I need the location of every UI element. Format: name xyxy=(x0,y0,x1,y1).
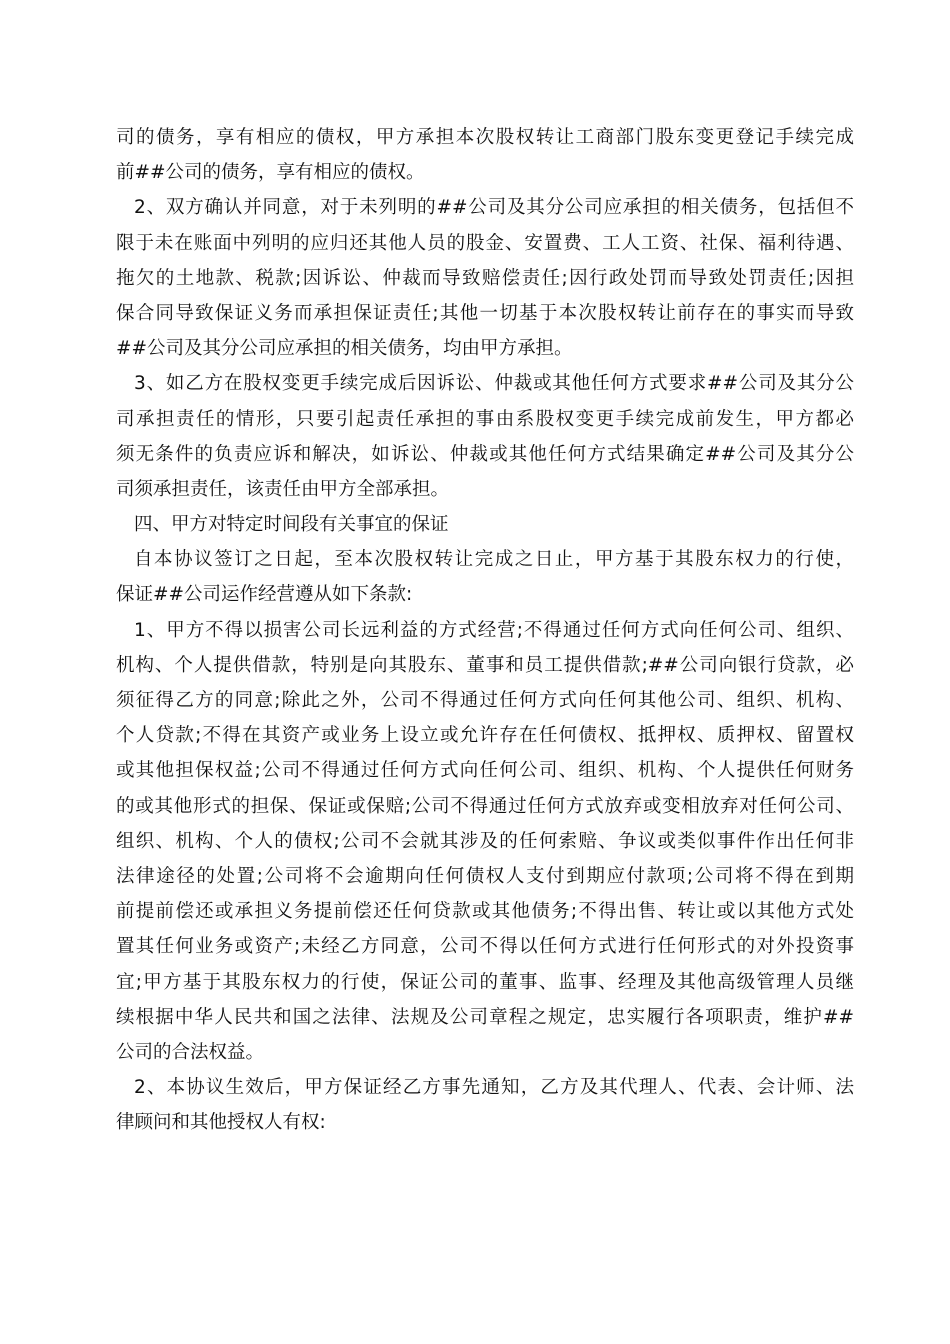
document-body xyxy=(116,120,854,1140)
text-line: 个人贷款;不得在其资产或业务上设立或允许存在任何债权、抵押权、质押权、留置权 xyxy=(116,725,854,747)
text-line: 法律途径的处置;公司将不会逾期向任何债权人支付到期应付款项;公司将不得在到期 xyxy=(116,865,854,887)
text-line: 的或其他形式的担保、保证或保赔;公司不得通过任何方式放弃或变相放弃对任何公司、 xyxy=(116,795,854,817)
text-line: 2、双方确认并同意，对于未列明的##公司及其分公司应承担的相关债务，包括但不 xyxy=(134,197,854,219)
text-line: 保证##公司运作经营遵从如下条款: xyxy=(116,584,413,606)
text-line: 律顾问和其他授权人有权: xyxy=(116,1112,326,1134)
text-line: 2、本协议生效后，甲方保证经乙方事先通知，乙方及其代理人、代表、会计师、法 xyxy=(134,1077,854,1099)
text-line: 保合同导致保证义务而承担保证责任;其他一切基于本次股权转让前存在的事实而导致 xyxy=(116,302,854,324)
text-line: 1、甲方不得以损害公司长远利益的方式经营;不得通过任何方式向任何公司、组织、 xyxy=(134,619,854,641)
text-line: 限于未在账面中列明的应归还其他人员的股金、安置费、工人工资、社保、福利待遇、 xyxy=(116,232,854,254)
text-line: 司的债务，享有相应的债权，甲方承担本次股权转让工商部门股东变更登记手续完成 xyxy=(116,127,854,148)
text-line: 机构、个人提供借款，特别是向其股东、董事和员工提供借款;##公司向银行贷款，必 xyxy=(116,654,854,676)
section-heading: 四、甲方对特定时间段有关事宜的保证 xyxy=(134,514,449,536)
text-line: 或其他担保权益;公司不得通过任何方式向任何公司、组织、机构、个人提供任何财务 xyxy=(116,760,854,782)
text-line: 宜;甲方基于其股东权力的行使，保证公司的董事、监事、经理及其他高级管理人员继 xyxy=(116,971,854,993)
text-line: 须无条件的负责应诉和解决，如诉讼、仲裁或其他任何方式结果确定##公司及其分公 xyxy=(116,443,854,465)
text-line: 拖欠的土地款、税款;因诉讼、仲裁而导致赔偿责任;因行政处罚而导致处罚责任;因担 xyxy=(116,267,854,289)
text-line: 组织、机构、个人的债权;公司不会就其涉及的任何索赔、争议或类似事件作出任何非 xyxy=(116,830,854,852)
text-line: 前提前偿还或承担义务提前偿还任何贷款或其他债务;不得出售、转让或以其他方式处 xyxy=(116,901,854,923)
text-line: 置其任何业务或资产;未经乙方同意，公司不得以任何方式进行任何形式的对外投资事 xyxy=(116,936,854,958)
text-line: 须征得乙方的同意;除此之外，公司不得通过任何方式向任何其他公司、组织、机构、 xyxy=(116,690,854,711)
text-line: 续根据中华人民共和国之法律、法规及公司章程之规定，忠实履行各项职责，维护## xyxy=(116,1006,854,1028)
text-line: 3、如乙方在股权变更手续完成后因诉讼、仲裁或其他任何方式要求##公司及其分公 xyxy=(134,373,854,395)
text-line: 公司的合法权益。 xyxy=(116,1041,265,1063)
text-line: 司承担责任的情形，只要引起责任承担的事由系股权变更手续完成前发生，甲方都必 xyxy=(116,408,854,430)
text-line: 前##公司的债务，享有相应的债权。 xyxy=(116,162,425,184)
text-line: 自本协议签订之日起，至本次股权转让完成之日止，甲方基于其股东权力的行使， xyxy=(134,549,854,571)
text-line: 司须承担责任，该责任由甲方全部承担。 xyxy=(116,478,450,500)
text-line: ##公司及其分公司应承担的相关债务，均由甲方承担。 xyxy=(116,338,573,360)
